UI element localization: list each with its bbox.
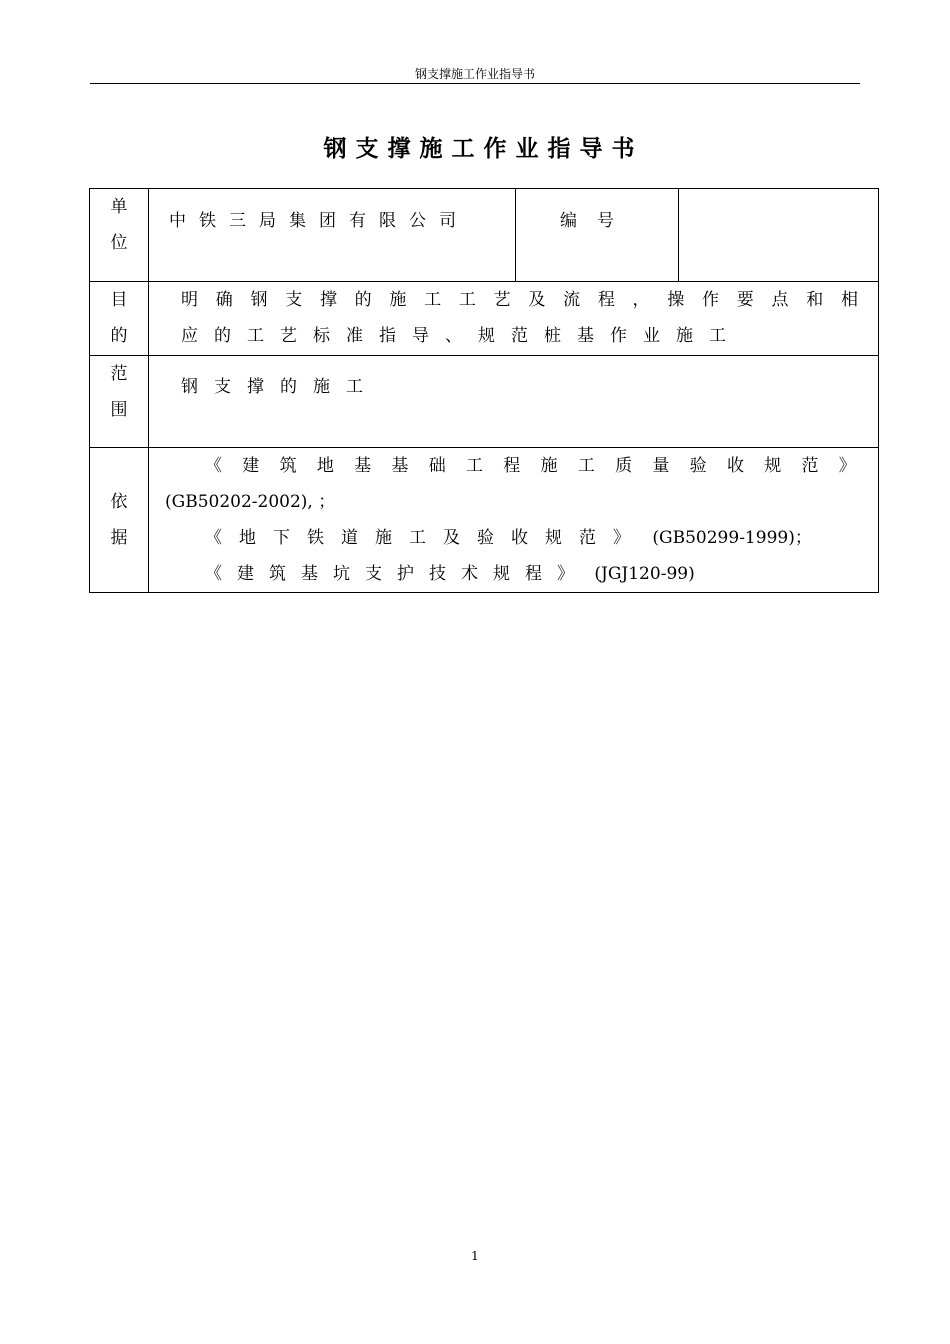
- purpose-line-1-char: 点: [771, 290, 789, 310]
- basis-line-1-char: 程: [503, 456, 521, 476]
- basis-line-3-title: 《地下铁道施工及验收规范》: [205, 528, 647, 548]
- scope-label-char-2: 围: [110, 400, 128, 420]
- basis-label: [90, 448, 149, 593]
- purpose-label-char-2: 的: [110, 326, 128, 346]
- unit-label-char-2: 位: [110, 233, 128, 253]
- running-header: 钢支撑施工作业指导书: [414, 67, 535, 81]
- basis-line-4-code: (JGJ120-99): [589, 564, 695, 584]
- basis-line-1-char: 《: [205, 456, 222, 476]
- purpose-line-1-char: 撑: [319, 290, 337, 310]
- purpose-line-1: [181, 282, 858, 318]
- purpose-label-char-1: 目: [110, 290, 128, 310]
- basis-line-1-char: 工: [577, 456, 595, 476]
- basis-line-4: [165, 556, 856, 592]
- info-table: [89, 188, 879, 593]
- purpose-line-1-char: 和: [806, 290, 824, 310]
- unit-value: 中铁三局集团有限公司: [149, 189, 516, 282]
- scope-label-char-1: 范: [110, 364, 128, 384]
- table-row-scope: [90, 356, 879, 448]
- basis-line-2: (GB50202-2002), ；: [165, 492, 336, 512]
- basis-label-char-2: 据: [110, 528, 128, 548]
- purpose-line-1-char: 流: [563, 290, 581, 310]
- scope-text: 钢支撑的施工: [149, 356, 879, 448]
- purpose-line-1-char: 工: [424, 290, 442, 310]
- basis-line-1-char: 质: [615, 456, 633, 476]
- basis-line-1-char: 建: [242, 456, 260, 476]
- page-number: 1: [471, 1249, 479, 1263]
- purpose-line-1-char: 施: [389, 290, 407, 310]
- basis-line-1-char: 量: [652, 456, 670, 476]
- header-rule: [90, 83, 860, 84]
- purpose-line-1-char: 相: [840, 290, 858, 310]
- purpose-line-1-char: ，: [632, 290, 650, 310]
- scope-label: [90, 356, 149, 448]
- table-row-unit: [90, 189, 879, 282]
- code-label: 编号: [516, 189, 679, 282]
- table-row-basis: [90, 448, 879, 593]
- purpose-label: [90, 282, 149, 356]
- purpose-line-2: 应的工艺标准指导、规范桩基作业施工: [181, 326, 742, 346]
- unit-label-char-1: 单: [110, 197, 128, 217]
- basis-line-1: [165, 448, 856, 484]
- purpose-line-1-char: 的: [354, 290, 372, 310]
- basis-line-1-char: 收: [726, 456, 744, 476]
- basis-line-1-char: 基: [391, 456, 409, 476]
- purpose-line-1-char: 操: [667, 290, 685, 310]
- basis-line-1-char: 规: [764, 456, 782, 476]
- purpose-line-1-char: 要: [736, 290, 754, 310]
- purpose-line-1-char: 艺: [493, 290, 511, 310]
- basis-line-1-char: 施: [540, 456, 558, 476]
- purpose-line-1-char: 程: [597, 290, 615, 310]
- basis-line-4-title: 《建筑基坑支护技术规程》: [205, 564, 589, 584]
- basis-line-1-char: 础: [428, 456, 446, 476]
- basis-line-1-char: 基: [354, 456, 372, 476]
- basis-line-1-char: 验: [689, 456, 707, 476]
- basis-line-1-char: 工: [465, 456, 483, 476]
- purpose-line-1-char: 作: [702, 290, 720, 310]
- code-value: [679, 189, 879, 282]
- basis-line-1-char: 范: [801, 456, 819, 476]
- purpose-line-1-char: 及: [528, 290, 546, 310]
- purpose-line-1-char: 工: [458, 290, 476, 310]
- purpose-line-1-char: 确: [215, 290, 233, 310]
- purpose-text: [149, 282, 879, 356]
- purpose-line-1-char: 明: [181, 290, 198, 310]
- basis-line-1-char: 》: [838, 456, 856, 476]
- basis-line-3: [165, 520, 856, 556]
- table-row-purpose: [90, 282, 879, 356]
- purpose-line-1-char: 钢: [250, 290, 268, 310]
- unit-label: [90, 189, 149, 282]
- basis-line-1-char: 筑: [279, 456, 297, 476]
- purpose-line-1-char: 支: [285, 290, 303, 310]
- basis-label-char-1: 依: [110, 492, 128, 512]
- page-title: 钢支撑施工作业指导书: [323, 136, 644, 162]
- basis-text: [149, 448, 879, 593]
- basis-line-3-code: (GB50299-1999)；: [647, 528, 812, 548]
- basis-line-1-char: 地: [316, 456, 334, 476]
